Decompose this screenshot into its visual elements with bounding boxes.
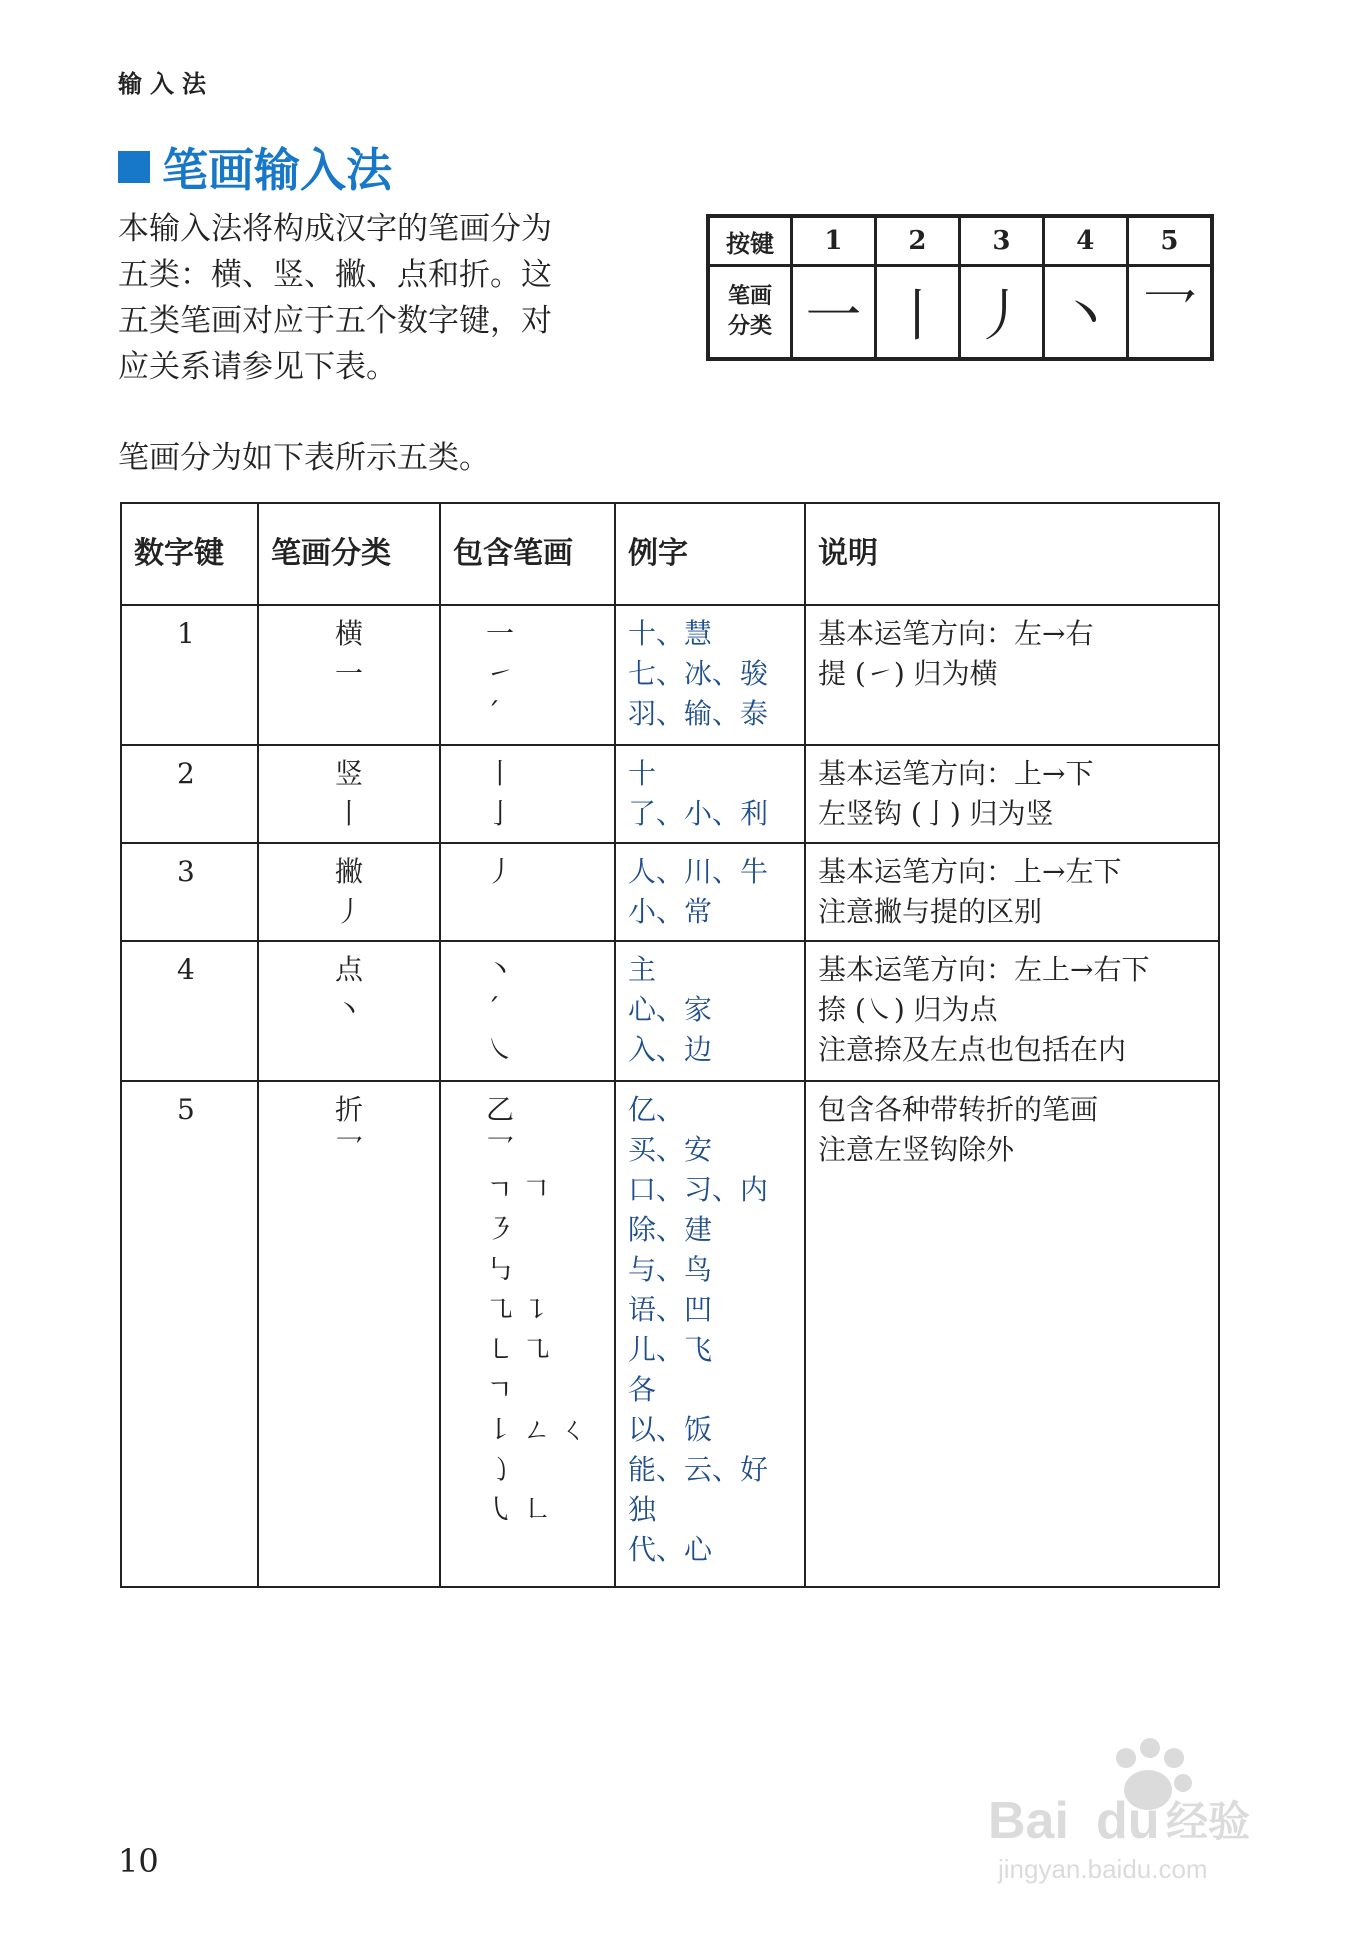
cell-key-line: 3	[177, 855, 195, 888]
cell-examples-line: 独	[628, 1493, 657, 1526]
cell-examples-line: 亿、	[628, 1093, 685, 1126]
cell-examples	[615, 745, 805, 843]
column-header-examples: 例字	[615, 503, 805, 605]
cell-category	[258, 605, 440, 745]
key-cell: 2	[875, 216, 959, 266]
table-row	[121, 843, 1219, 941]
cell-included-line: ㄱ 𠃍	[486, 1173, 550, 1206]
svg-text:du: du	[1096, 1792, 1160, 1850]
running-header: 输入法	[118, 70, 214, 98]
cell-included-line: ㇀	[486, 657, 515, 690]
cell-examples-line: 口、习、内	[628, 1173, 769, 1206]
cell-category-line: 横	[334, 617, 363, 650]
intro-line: 本输入法将构成汉字的笔画分为	[118, 211, 552, 247]
cell-description	[805, 843, 1219, 941]
cell-description-line: 注意撇与提的区别	[818, 895, 1043, 928]
cell-key-line: 5	[177, 1093, 195, 1126]
baidu-jingyan-watermark-icon	[978, 1728, 1308, 1888]
cell-examples-line: 入、边	[628, 1033, 713, 1066]
cell-description-line: 基本运笔方向：左上→右下	[818, 953, 1150, 986]
cell-category-line: 点	[334, 953, 363, 986]
cell-included-line: ㇏	[486, 1033, 515, 1066]
stroke-row	[708, 266, 1212, 360]
cell-description-line: 注意左竖钩除外	[818, 1133, 1015, 1166]
key-row-header: 按键	[708, 216, 792, 266]
cell-examples	[615, 1081, 805, 1587]
cell-examples-line: 心、家	[628, 993, 713, 1026]
cell-category-line: 一	[334, 657, 363, 690]
cell-examples-line: 十、慧	[628, 617, 713, 650]
table-row	[121, 941, 1219, 1081]
cell-included-line: ㇂ ㇗	[486, 1493, 551, 1526]
column-header-key: 数字键	[121, 503, 258, 605]
cell-category	[258, 745, 440, 843]
stroke-cell: 丿	[959, 266, 1043, 360]
cell-key-line: 4	[177, 953, 195, 986]
cell-key	[121, 745, 258, 843]
stroke-cell: 丶	[1043, 266, 1127, 360]
cell-key-line: 2	[177, 757, 195, 790]
cell-examples-line: 能、云、好	[628, 1453, 769, 1486]
cell-examples	[615, 941, 805, 1081]
cell-examples-line: 人、川、牛	[628, 855, 769, 888]
cell-examples-line: 了、小、利	[628, 797, 769, 830]
cell-category-line: 撇	[334, 855, 363, 888]
cell-included-line: ㇉	[486, 1253, 515, 1286]
table-row	[121, 745, 1219, 843]
cell-description-line: 左竖钩 (亅) 归为竖	[818, 797, 1054, 830]
cell-category-line: 乛	[334, 1133, 363, 1166]
cell-examples-line: 语、凹	[628, 1293, 713, 1326]
cell-category-line: 折	[334, 1093, 363, 1126]
cell-included	[440, 745, 615, 843]
cell-description-line: 基本运笔方向：上→下	[818, 757, 1094, 790]
stroke-row-header	[708, 266, 792, 360]
title-square-icon	[118, 151, 150, 183]
cell-included-line: 丶	[486, 953, 515, 986]
cell-included	[440, 941, 615, 1081]
intro-line: 五类笔画对应于五个数字键，对	[118, 303, 552, 339]
cell-included-line: ㄱ	[486, 1373, 514, 1406]
column-header-description: 说明	[805, 503, 1219, 605]
section-title-text: 笔画输入法	[162, 143, 392, 197]
svg-text:经验: 经验	[1166, 1797, 1251, 1846]
key-cell: 1	[792, 216, 876, 266]
key-mapping-table	[706, 214, 1214, 361]
cell-examples-line: 羽、输、泰	[628, 697, 769, 730]
column-header-included: 包含笔画	[440, 503, 615, 605]
cell-description-line: 捺 (㇏) 归为点	[818, 993, 998, 1026]
cell-description-line: 包含各种带转折的笔画	[818, 1093, 1099, 1126]
cell-examples-line: 各	[628, 1373, 657, 1406]
cell-key	[121, 1081, 258, 1587]
stroke-row-header-line: 笔画	[727, 284, 772, 309]
key-cell: 4	[1043, 216, 1127, 266]
cell-examples-line: 儿、飞	[628, 1333, 713, 1366]
cell-description	[805, 941, 1219, 1081]
cell-examples-line: 七、冰、骏	[628, 657, 769, 690]
table-caption: 笔画分为如下表所示五类。	[118, 440, 490, 476]
key-cell: 3	[959, 216, 1043, 266]
cell-category-line: 丨	[334, 797, 363, 830]
cell-included-line: ㇈ ㇊	[486, 1293, 551, 1326]
cell-examples-line: 除、建	[628, 1213, 713, 1246]
cell-key	[121, 605, 258, 745]
cell-included	[440, 843, 615, 941]
cell-examples-line: 以、饭	[628, 1413, 713, 1446]
stroke-category-table	[120, 502, 1220, 1588]
cell-examples-line: 十	[628, 757, 657, 790]
section-title	[118, 134, 392, 200]
cell-description	[805, 1081, 1219, 1587]
cell-included-line: ㇄ ㇈	[486, 1333, 551, 1366]
cell-description-line: 注意捺及左点也包括在内	[818, 1033, 1127, 1066]
svg-text:Bai: Bai	[988, 1792, 1069, 1850]
key-row	[708, 216, 1212, 266]
cell-examples-line: 与、鸟	[628, 1253, 713, 1286]
cell-included-line: ˊ	[486, 697, 500, 730]
table-row	[121, 605, 1219, 745]
table-header-row	[121, 503, 1219, 605]
cell-included-line: 丿	[486, 855, 515, 888]
cell-included-line: 一	[486, 617, 515, 650]
cell-description	[805, 745, 1219, 843]
column-header-category: 笔画分类	[258, 503, 440, 605]
cell-category-line: 丿	[334, 895, 363, 928]
cell-description-line: 提 (㇀) 归为横	[818, 657, 998, 690]
intro-line: 应关系请参见下表。	[118, 349, 397, 385]
stroke-row-header-line: 分类	[727, 314, 772, 339]
stroke-cell: 丨	[875, 266, 959, 360]
cell-included-line: 亅	[486, 797, 515, 830]
cell-description	[805, 605, 1219, 745]
stroke-cell: 乛	[1127, 266, 1212, 360]
cell-examples-line: 买、安	[628, 1133, 713, 1166]
cell-category-line: 丶	[334, 993, 363, 1026]
cell-examples-line: 代、心	[628, 1533, 713, 1566]
cell-included-line: ㇋	[486, 1213, 515, 1246]
cell-examples-line: 小、常	[628, 895, 713, 928]
stroke-cell: 一	[792, 266, 876, 360]
cell-key	[121, 843, 258, 941]
cell-examples-line: 主	[628, 953, 657, 986]
cell-examples	[615, 605, 805, 745]
cell-category	[258, 843, 440, 941]
cell-included-line: 乙	[486, 1093, 515, 1126]
intro-paragraph	[118, 206, 638, 390]
cell-category	[258, 941, 440, 1081]
cell-included-line: ˊ	[486, 993, 500, 1026]
table-row	[121, 1081, 1219, 1587]
cell-included-line: ㇙ ㄥ ㄑ	[486, 1413, 588, 1446]
cell-included	[440, 605, 615, 745]
cell-included-line: ㇁	[486, 1453, 515, 1486]
cell-key-line: 1	[177, 617, 195, 650]
cell-description-line: 基本运笔方向：左→右	[818, 617, 1094, 650]
svg-text:jingyan.baidu.com: jingyan.baidu.com	[998, 1854, 1208, 1884]
cell-category-line: 竖	[334, 757, 363, 790]
cell-key	[121, 941, 258, 1081]
key-cell: 5	[1127, 216, 1212, 266]
cell-included	[440, 1081, 615, 1587]
intro-line: 五类：横、竖、撇、点和折。这	[118, 257, 552, 293]
cell-included-line: 乛	[486, 1133, 515, 1166]
page-number: 10	[118, 1842, 159, 1880]
cell-examples	[615, 843, 805, 941]
cell-included-line: 丨	[486, 757, 515, 790]
cell-category	[258, 1081, 440, 1587]
cell-description-line: 基本运笔方向：上→左下	[818, 855, 1122, 888]
